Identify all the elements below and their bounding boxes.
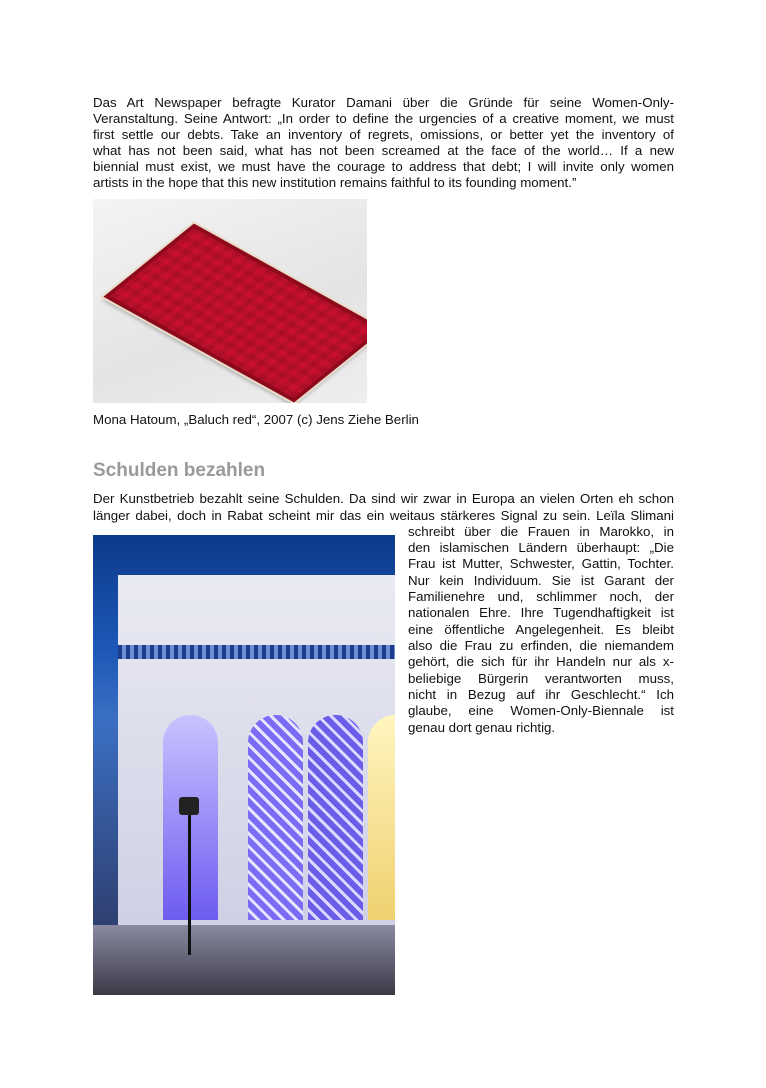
- museum-building-image: [93, 535, 395, 995]
- plaza-ground: [93, 925, 395, 995]
- text-line: also die Frau zu erfinden, die niemandem: [408, 638, 674, 653]
- text-line: what has not been said, what has not been screamed at the face of the world… If a new: [93, 143, 674, 158]
- text-line: schreibt über die Frauen in Marokko, in: [408, 524, 674, 539]
- text-line: artists in the hope that this new institution remains faithful to its founding moment.”: [93, 175, 577, 190]
- text-line: glaube, eine Women-Only-Biennale ist: [408, 703, 674, 718]
- text-line: gehört, die sich für ihr Handeln nur als x-: [408, 654, 674, 669]
- text-line: Frau ist Mutter, Schwester, Gattin, Tochter.: [408, 556, 674, 571]
- tile-frieze: [118, 645, 395, 659]
- text-line: biennial must exist, we must have the courage to address that debt; I will invite only women: [93, 159, 674, 174]
- image-caption: Mona Hatoum, „Baluch red“, 2007 (c) Jens Ziehe Berlin: [93, 412, 419, 427]
- red-rug: [103, 224, 367, 403]
- arch: [308, 715, 363, 920]
- text-line: Familienehre und, schlimmer noch, der: [408, 589, 674, 604]
- text-line: Nur kein Individuum. Sie ist Garant der: [408, 573, 674, 588]
- arch: [248, 715, 303, 920]
- lamp-head: [179, 797, 199, 815]
- text-line: beliebige Bürgerin verantworten muss,: [408, 671, 674, 686]
- text-line: first settle our debts. Take an inventory of regrets, omissions, or better yet the inventory of: [93, 127, 674, 142]
- text-line: Das Art Newspaper befragte Kurator Damani über die Gründe für seine Women-Only-: [93, 95, 674, 110]
- lamp-post: [188, 805, 191, 955]
- text-line: genau dort genau richtig.: [408, 720, 556, 735]
- section-heading: Schulden bezahlen: [93, 460, 266, 481]
- text-line: Veranstaltung. Seine Antwort: „In order to define the urgencies of a creative moment, we must: [93, 111, 674, 126]
- arch: [368, 715, 395, 920]
- text-line: nicht in Bezug auf ihr Geschlecht.“ Ich: [408, 687, 674, 702]
- text-line: Der Kunstbetrieb bezahlt seine Schulden. Da sind wir zwar in Europa an vielen Orten eh schon: [93, 491, 674, 506]
- text-line: länger dabei, doch in Rabat scheint mir das ein weitaus stärkeres Signal zu sein. Leïla Slimani: [93, 508, 674, 523]
- text-line: eine öffentliche Angelegenheit. Es bleibt: [408, 622, 674, 637]
- text-line: den islamischen Ländern überhaupt: „Die: [408, 540, 674, 555]
- text-line: nationalen Ehre. Ihre Tugendhaftigkeit ist: [408, 605, 674, 620]
- rug-artwork-image: [93, 199, 367, 403]
